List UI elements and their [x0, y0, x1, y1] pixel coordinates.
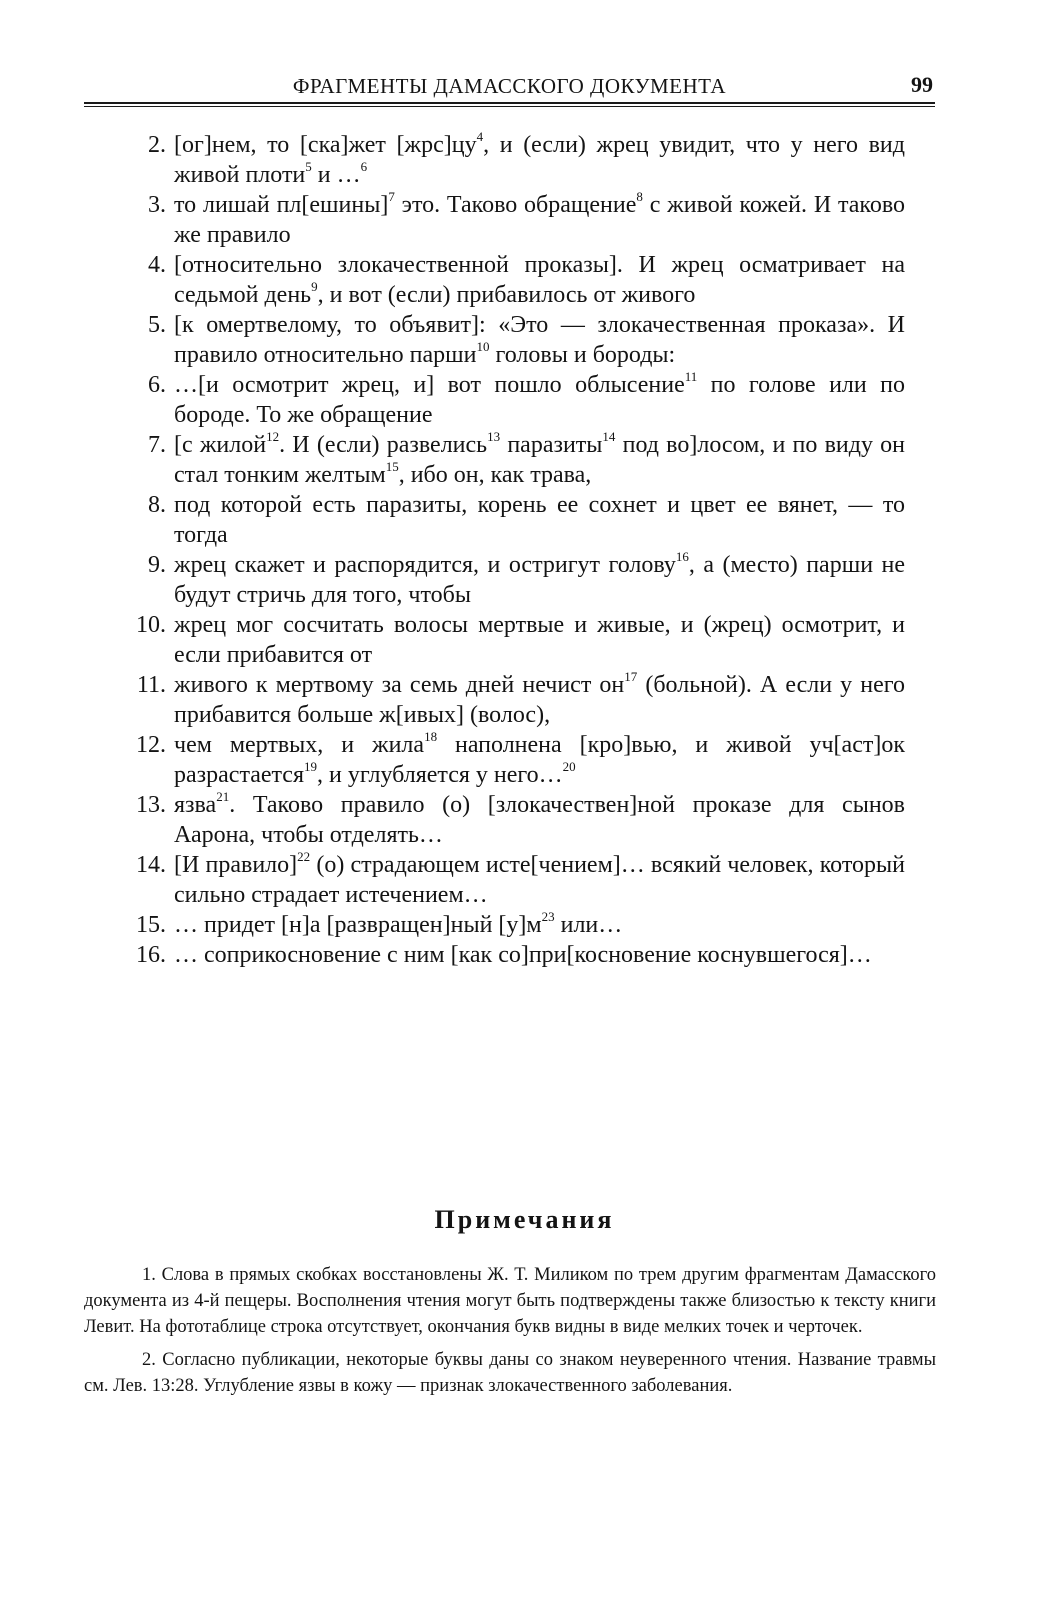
footnote-ref: 16 — [675, 549, 689, 564]
line-number: 11. — [136, 672, 166, 698]
line-text — [174, 610, 905, 670]
line-text — [174, 940, 905, 970]
line-text — [174, 190, 905, 250]
text-line — [120, 430, 905, 490]
text-line — [120, 550, 905, 610]
header-rule — [84, 102, 935, 104]
text-segment: или… — [554, 912, 623, 938]
text-segment: под во]лосом, и по виду он стал тонким желтым — [174, 432, 906, 488]
text-line — [120, 670, 905, 730]
page-number: 99 — [911, 72, 933, 97]
text-segment: головы и бороды: — [489, 342, 676, 368]
line-number: 6. — [148, 372, 166, 398]
line-text — [174, 430, 905, 490]
text-segment: , и углубляется у него… — [317, 762, 563, 788]
running-title: ФРАГМЕНТЫ ДАМАССКОГО ДОКУМЕНТА — [292, 74, 727, 98]
footnote-ref: 9 — [311, 279, 318, 294]
text-segment: (о) страдающем исте[чением]… всякий человек, который сильно страдает истечением… — [174, 852, 905, 908]
line-number: 16. — [136, 942, 166, 968]
line-number: 15. — [136, 912, 166, 938]
footnote-ref: 12 — [266, 429, 280, 444]
text-segment: язва — [174, 792, 217, 818]
text-segment: , ибо он, как трава, — [398, 462, 592, 488]
footnote-ref: 8 — [636, 189, 643, 204]
text-segment: под которой есть паразиты, корень ее сохнет и цвет ее вянет, — то тогда — [174, 492, 905, 548]
line-text — [174, 130, 905, 190]
text-segment: [относительно злокачественной проказы]. И жрец осматривает на седьмой день — [174, 252, 905, 308]
footnote-ref: 21 — [216, 789, 230, 804]
text-segment: живого к мертвому за семь дней нечист он — [174, 672, 625, 698]
footnote-ref: 10 — [476, 339, 490, 354]
line-text — [174, 490, 905, 550]
line-text — [174, 850, 905, 910]
footnote-ref: 15 — [385, 459, 399, 474]
text-segment: по голове или по бороде. То же обращение — [174, 372, 905, 428]
notes-section — [84, 1262, 936, 1406]
footnote-ref: 20 — [562, 759, 576, 774]
footnote-ref: 22 — [297, 849, 311, 864]
text-line — [120, 310, 905, 370]
footnote-ref: 23 — [541, 909, 555, 924]
line-number: 3. — [148, 192, 166, 218]
text-line — [120, 130, 905, 190]
text-segment: . И (если) развелись — [279, 432, 488, 458]
text-segment: (больной). А если у него прибавится больше ж[ивых] (волос), — [174, 672, 905, 728]
text-segment: , и (если) жрец увидит, что у него вид живой плоти — [174, 132, 905, 188]
footnote-ref: 13 — [487, 429, 501, 444]
text-line — [120, 190, 905, 250]
line-number: 10. — [136, 612, 166, 638]
line-number: 9. — [148, 552, 166, 578]
text-segment: [И правило] — [174, 852, 298, 878]
line-number: 4. — [148, 252, 166, 278]
footnote-ref: 6 — [360, 159, 368, 174]
text-line — [120, 370, 905, 430]
header-rule-thin — [84, 106, 935, 107]
text-segment: и … — [311, 162, 361, 188]
translation-lines — [120, 130, 905, 970]
line-text — [174, 910, 905, 940]
footnote-ref: 7 — [388, 189, 395, 204]
text-segment: с живой кожей. И таково же правило — [174, 192, 906, 248]
text-segment: то лишай пл[ешины] — [174, 192, 389, 218]
note-paragraph: 2. Согласно публикации, некоторые буквы даны со знаком неуверенного чтения. Название травмы см. Лев. 13:28. Углубление язвы в кожу — признак злокачественного заболевания. — [84, 1350, 936, 1396]
text-segment: жрец мог сосчитать волосы мертвые и живые, и (жрец) осмотрит, и если прибавится от — [174, 612, 905, 668]
text-segment: [к омертвелому, то объявит]: «Это — злокачественная проказа». И правило относительно парши — [174, 312, 905, 368]
footnote-ref: 18 — [424, 729, 438, 744]
text-line — [120, 940, 905, 970]
line-text — [174, 370, 905, 430]
text-segment: паразиты — [500, 432, 603, 458]
text-segment: , а (место) парши не будут стричь для того, чтобы — [174, 552, 905, 608]
text-line — [120, 910, 905, 940]
footnote-ref: 5 — [305, 159, 312, 174]
line-number: 7. — [148, 432, 166, 458]
text-line — [120, 490, 905, 550]
text-segment: жрец скажет и распорядится, и остригут голову — [174, 552, 676, 578]
text-segment: , и вот (если) прибавилось от живого — [317, 282, 696, 308]
line-number: 8. — [148, 492, 166, 518]
line-text — [174, 250, 905, 310]
line-text — [174, 790, 905, 850]
line-number: 2. — [148, 132, 166, 158]
text-line — [120, 850, 905, 910]
footnote-ref: 14 — [602, 429, 616, 444]
text-segment: [ог]нем, то [ска]жет [жрс]цу — [174, 132, 477, 158]
text-segment: чем мертвых, и жила — [174, 732, 425, 758]
text-segment: наполнена [кро]вью, и живой уч[аст]ок разрастается — [174, 732, 905, 788]
footnote-ref: 11 — [684, 369, 698, 384]
text-line — [120, 610, 905, 670]
text-segment: [с жилой — [174, 432, 267, 458]
text-segment: … придет [н]а [развращен]ный [у]м — [174, 912, 542, 938]
line-number: 14. — [136, 852, 166, 878]
line-number: 13. — [136, 792, 166, 818]
text-segment: …[и осмотрит жрец, и] вот пошло облысение — [174, 372, 685, 398]
running-header — [84, 72, 935, 102]
text-segment: . Таково правило (о) [злокачествен]ной проказе для сынов Аарона, чтобы отделять… — [174, 792, 905, 848]
line-number: 5. — [148, 312, 166, 338]
line-number: 12. — [136, 732, 166, 758]
notes-title: Примечания — [434, 1205, 615, 1234]
footnote-ref: 4 — [476, 129, 484, 144]
text-line — [120, 730, 905, 790]
line-text — [174, 310, 905, 370]
text-line — [120, 250, 905, 310]
text-segment: это. Таково обращение — [394, 192, 637, 218]
text-line — [120, 790, 905, 850]
footnote-ref: 19 — [304, 759, 317, 774]
line-text — [174, 730, 905, 790]
line-text — [174, 550, 905, 610]
text-segment: … соприкосновение с ним [как со]при[косновение коснувшегося]… — [174, 942, 872, 968]
line-text — [174, 670, 905, 730]
note-paragraph: 1. Слова в прямых скобках восстановлены Ж. Т. Миликом по трем другим фрагментам Дамасского документа из 4-й пещеры. Восполнения чтения могут быть подтверждены также близостью к тексту книги Левит. На фототаблице строка отсутствует, окончания букв видны в виде мелких точек и черточек. — [84, 1265, 936, 1337]
footnote-ref: 17 — [624, 669, 638, 684]
